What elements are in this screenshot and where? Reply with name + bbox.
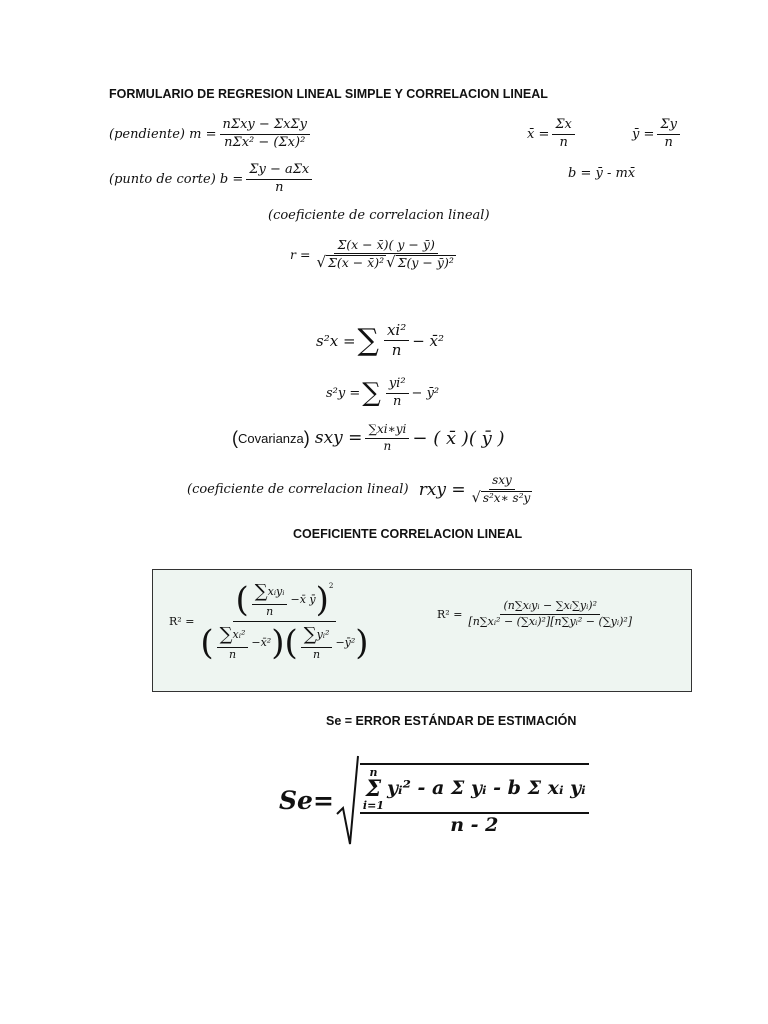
variance-y-fraction — [386, 377, 409, 410]
correlation-fraction — [313, 238, 458, 271]
r2-left-den-a-inner: xᵢ² — [232, 628, 246, 642]
slope-lhs: m = — [189, 126, 217, 142]
sqrt-y: √ Σ(y − ȳ)² — [386, 253, 454, 272]
covariance-numerator: ∑xi∗yi — [365, 423, 409, 439]
variance-y-numerator: yi² — [386, 377, 409, 394]
variance-y-tail: − ȳ² — [411, 385, 440, 401]
sum-icon: Σ — [365, 776, 382, 803]
variance-x-lhs: s²x = — [316, 331, 356, 350]
r2-left-num-tail: −x̄ ȳ — [290, 592, 316, 606]
r2-box — [152, 569, 692, 692]
slope-label: (pendiente) — [109, 126, 185, 142]
correlation-numerator: Σ(x − x̄)( y − ȳ) — [334, 238, 437, 254]
mean-x-lhs: x̄ = — [527, 126, 550, 142]
variance-y-denominator: n — [393, 393, 402, 409]
r2-left-lhs: R² = — [169, 615, 195, 629]
mean-y-numerator: Σy — [657, 118, 680, 135]
mean-x-numerator: Σx — [552, 118, 575, 135]
se-sum-block — [363, 767, 384, 811]
rxy-fraction — [469, 474, 536, 506]
covariance-label: Covarianza — [238, 430, 304, 446]
sum-icon: ∑ — [357, 322, 379, 358]
r2-left-num-inner: xᵢyᵢ — [267, 585, 285, 599]
covariance-fraction — [365, 423, 409, 454]
r2-left-num-frac — [252, 582, 288, 618]
se-sum-top: n — [369, 766, 378, 780]
r2-left-den-a-den: n — [228, 648, 237, 662]
page-title: FORMULARIO DE REGRESION LINEAL SIMPLE Y CORRELACION LINEAL — [109, 87, 548, 101]
r2-left-den-a-tail: −x̄² — [251, 636, 272, 650]
sum-icon: ∑ — [303, 624, 317, 646]
variance-x-denominator: n — [391, 341, 402, 360]
rxy-label: (coeficiente de correlacion lineal) — [187, 482, 409, 498]
se-numerator — [360, 767, 589, 814]
slope-numerator: nΣxy − ΣxΣy — [220, 118, 310, 135]
mean-x-formula — [527, 118, 578, 151]
se-lhs: Se= — [279, 785, 334, 815]
se-denominator: n - 2 — [450, 814, 499, 837]
slope-fraction — [220, 118, 310, 151]
covariance-lhs: sxy = — [314, 428, 363, 449]
correlation-lhs: r = — [290, 246, 311, 262]
r2-left-num-den: n — [266, 604, 274, 618]
sum-icon: ∑ — [219, 624, 233, 646]
slope-denominator: nΣx² − (Σx)² — [224, 134, 306, 150]
intercept-label: (punto de corte) — [109, 171, 216, 187]
se-sum-bot: i=1 — [362, 799, 384, 813]
rxy-numerator: sxy — [489, 474, 515, 490]
sum-icon: ∑ — [362, 378, 381, 409]
correlation-formula — [290, 238, 462, 271]
variance-x-fraction — [384, 322, 409, 360]
rxy-formula — [187, 474, 538, 506]
variance-y-formula — [326, 377, 439, 410]
mean-y-denominator: n — [664, 134, 673, 150]
r2-right-fraction — [465, 600, 635, 628]
r2-left-denominator: ( ∑ xᵢ² n −x̄² )( ∑ yᵢ² n −ȳ² ) — [200, 623, 369, 664]
r2-right-formula — [437, 600, 638, 628]
mean-x-fraction — [552, 118, 575, 151]
sqrt-x: √ Σ(x − x̄)² — [316, 253, 385, 272]
mean-y-fraction — [657, 118, 680, 151]
mean-x-denominator: n — [559, 134, 568, 150]
intercept-formula — [109, 163, 315, 196]
rxy-denominator: √ s²x∗ s²y — [471, 489, 531, 506]
r2-left-formula — [169, 582, 375, 662]
section-coef-title: COEFICIENTE CORRELACION LINEAL — [293, 527, 523, 541]
correlation-den-y: Σ(y − ȳ)² — [397, 255, 454, 271]
sum-icon: ∑ — [254, 581, 268, 602]
r2-left-numerator: ( ∑ xᵢyᵢ n −x̄ ȳ ) $^2$ — [233, 582, 337, 622]
mean-y-lhs: ȳ = — [632, 126, 655, 142]
r2-left-den-b-tail: −ȳ² — [335, 636, 356, 650]
correlation-den-x: Σ(x − x̄)² — [328, 255, 385, 271]
section-se-title: Se = ERROR ESTÁNDAR DE ESTIMACIÓN — [326, 714, 577, 728]
variance-x-tail: − x̄² — [412, 331, 445, 350]
covariance-formula: ( Covarianza ) sxy = $\frac{\sum xi∗yi}{n}$ − ( x̄ )( ȳ ) — [232, 422, 505, 453]
correlation-label: (coeficiente de correlacion lineal) — [268, 208, 490, 223]
b-mean-formula: b = ȳ - mx̄ — [568, 166, 636, 181]
se-formula — [279, 754, 592, 846]
r2-left-fraction — [197, 582, 371, 662]
intercept-lhs: b = — [219, 171, 244, 187]
se-fraction — [360, 763, 589, 837]
correlation-denominator — [313, 254, 458, 270]
r2-left-den-b-inner: yᵢ² — [316, 628, 330, 642]
intercept-numerator: Σy − aΣx — [246, 163, 312, 180]
variance-x-numerator: xi² — [384, 322, 409, 341]
variance-x-formula — [316, 322, 444, 360]
r2-left-den-b-den: n — [313, 648, 321, 662]
variance-y-lhs: s²y = — [326, 385, 361, 401]
rxy-den-text: s²x∗ s²y — [482, 490, 531, 505]
r2-right-denominator: [n∑xᵢ² − (∑xᵢ)²][n∑yᵢ² − (∑yᵢ)²] — [468, 614, 633, 628]
covariance-tail: − ( x̄ )( ȳ ) — [412, 427, 505, 449]
radical-icon — [336, 754, 360, 846]
intercept-denominator: n — [275, 179, 284, 195]
r2-right-numerator: (n∑xᵢyᵢ − ∑xᵢ∑yᵢ)² — [500, 600, 600, 615]
se-num-text: yᵢ² - a Σ yᵢ - b Σ xᵢ yᵢ — [386, 777, 586, 800]
rxy-lhs: rxy = — [418, 479, 466, 500]
slope-formula — [109, 118, 313, 151]
r2-right-lhs: R² = — [437, 607, 463, 621]
intercept-fraction — [246, 163, 312, 196]
se-sqrt — [336, 754, 592, 846]
mean-y-formula — [632, 118, 683, 151]
covariance-denominator: n — [383, 438, 392, 453]
